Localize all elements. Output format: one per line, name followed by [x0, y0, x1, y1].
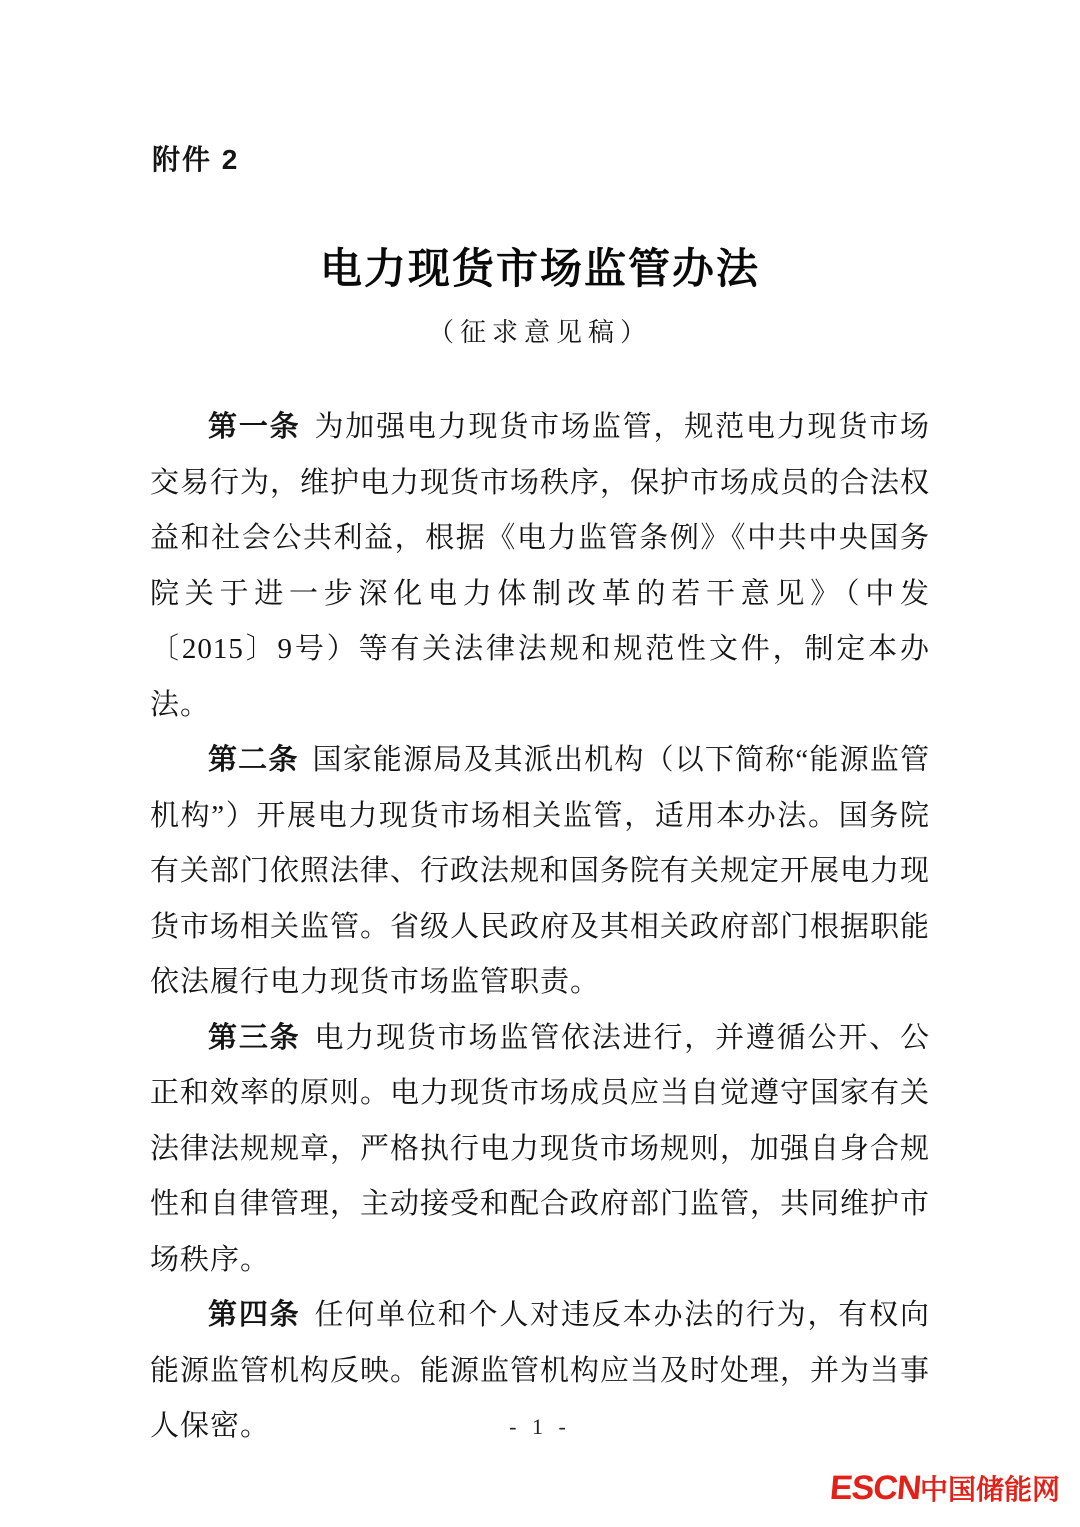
document-title: 电力现货市场监管办法	[319, 247, 760, 293]
article-3-text: 电力现货市场监管依法进行，并遵循公开、公正和效率的原则。电力现货市场成员应当自觉遵守国家有关法律法规规章，严格执行电力现货市场规则，加强自身合规性和自律管理，主动接受和配合政府部门监管，共同维护市场秩序。	[150, 1021, 931, 1276]
article-4-number: 第四条	[208, 1299, 301, 1331]
article-2-paragraph	[150, 733, 930, 1011]
article-3-number: 第三条	[208, 1021, 301, 1054]
escn-logo-chinese-text: 中国储能网	[919, 1474, 1060, 1505]
attachment-label: 附件 2	[152, 144, 240, 175]
article-1-paragraph	[150, 400, 930, 733]
article-4-text: 任何单位和个人对违反本办法的行为，有权向能源监管机构反映。能源监管机构应当及时处理，并为当事人保密。	[150, 1299, 931, 1442]
article-1-number: 第一条	[208, 411, 301, 443]
page-number: - 1 -	[509, 1414, 571, 1439]
escn-watermark-logo	[827, 1468, 1060, 1508]
article-3-paragraph	[150, 1011, 930, 1289]
article-2-number: 第二条	[208, 744, 299, 776]
article-2-text: 国家能源局及其派出机构（以下简称“能源监管机构”）开展电力现货市场相关监管，适用本办法。国务院有关部门依照法律、行政法规和国务院有关规定开展电力现货市场相关监管。省级人民政府及其相关政府部门根据职能依法履行电力现货市场监管职责。	[150, 744, 931, 998]
document-subtitle: （征求意见稿）	[427, 318, 652, 347]
document-body	[150, 400, 930, 1455]
article-1-text: 为加强电力现货市场监管，规范电力现货市场交易行为，维护电力现货市场秩序，保护市场成员的合法权益和社会公共利益，根据《电力监管条例》《中共中央国务院关于进一步深化电力体制改革的若干意见》（中发〔2015〕9号）等有关法律法规和规范性文件，制定本办法。	[150, 411, 931, 721]
escn-logo-latin-text: ESCN	[827, 1469, 922, 1507]
